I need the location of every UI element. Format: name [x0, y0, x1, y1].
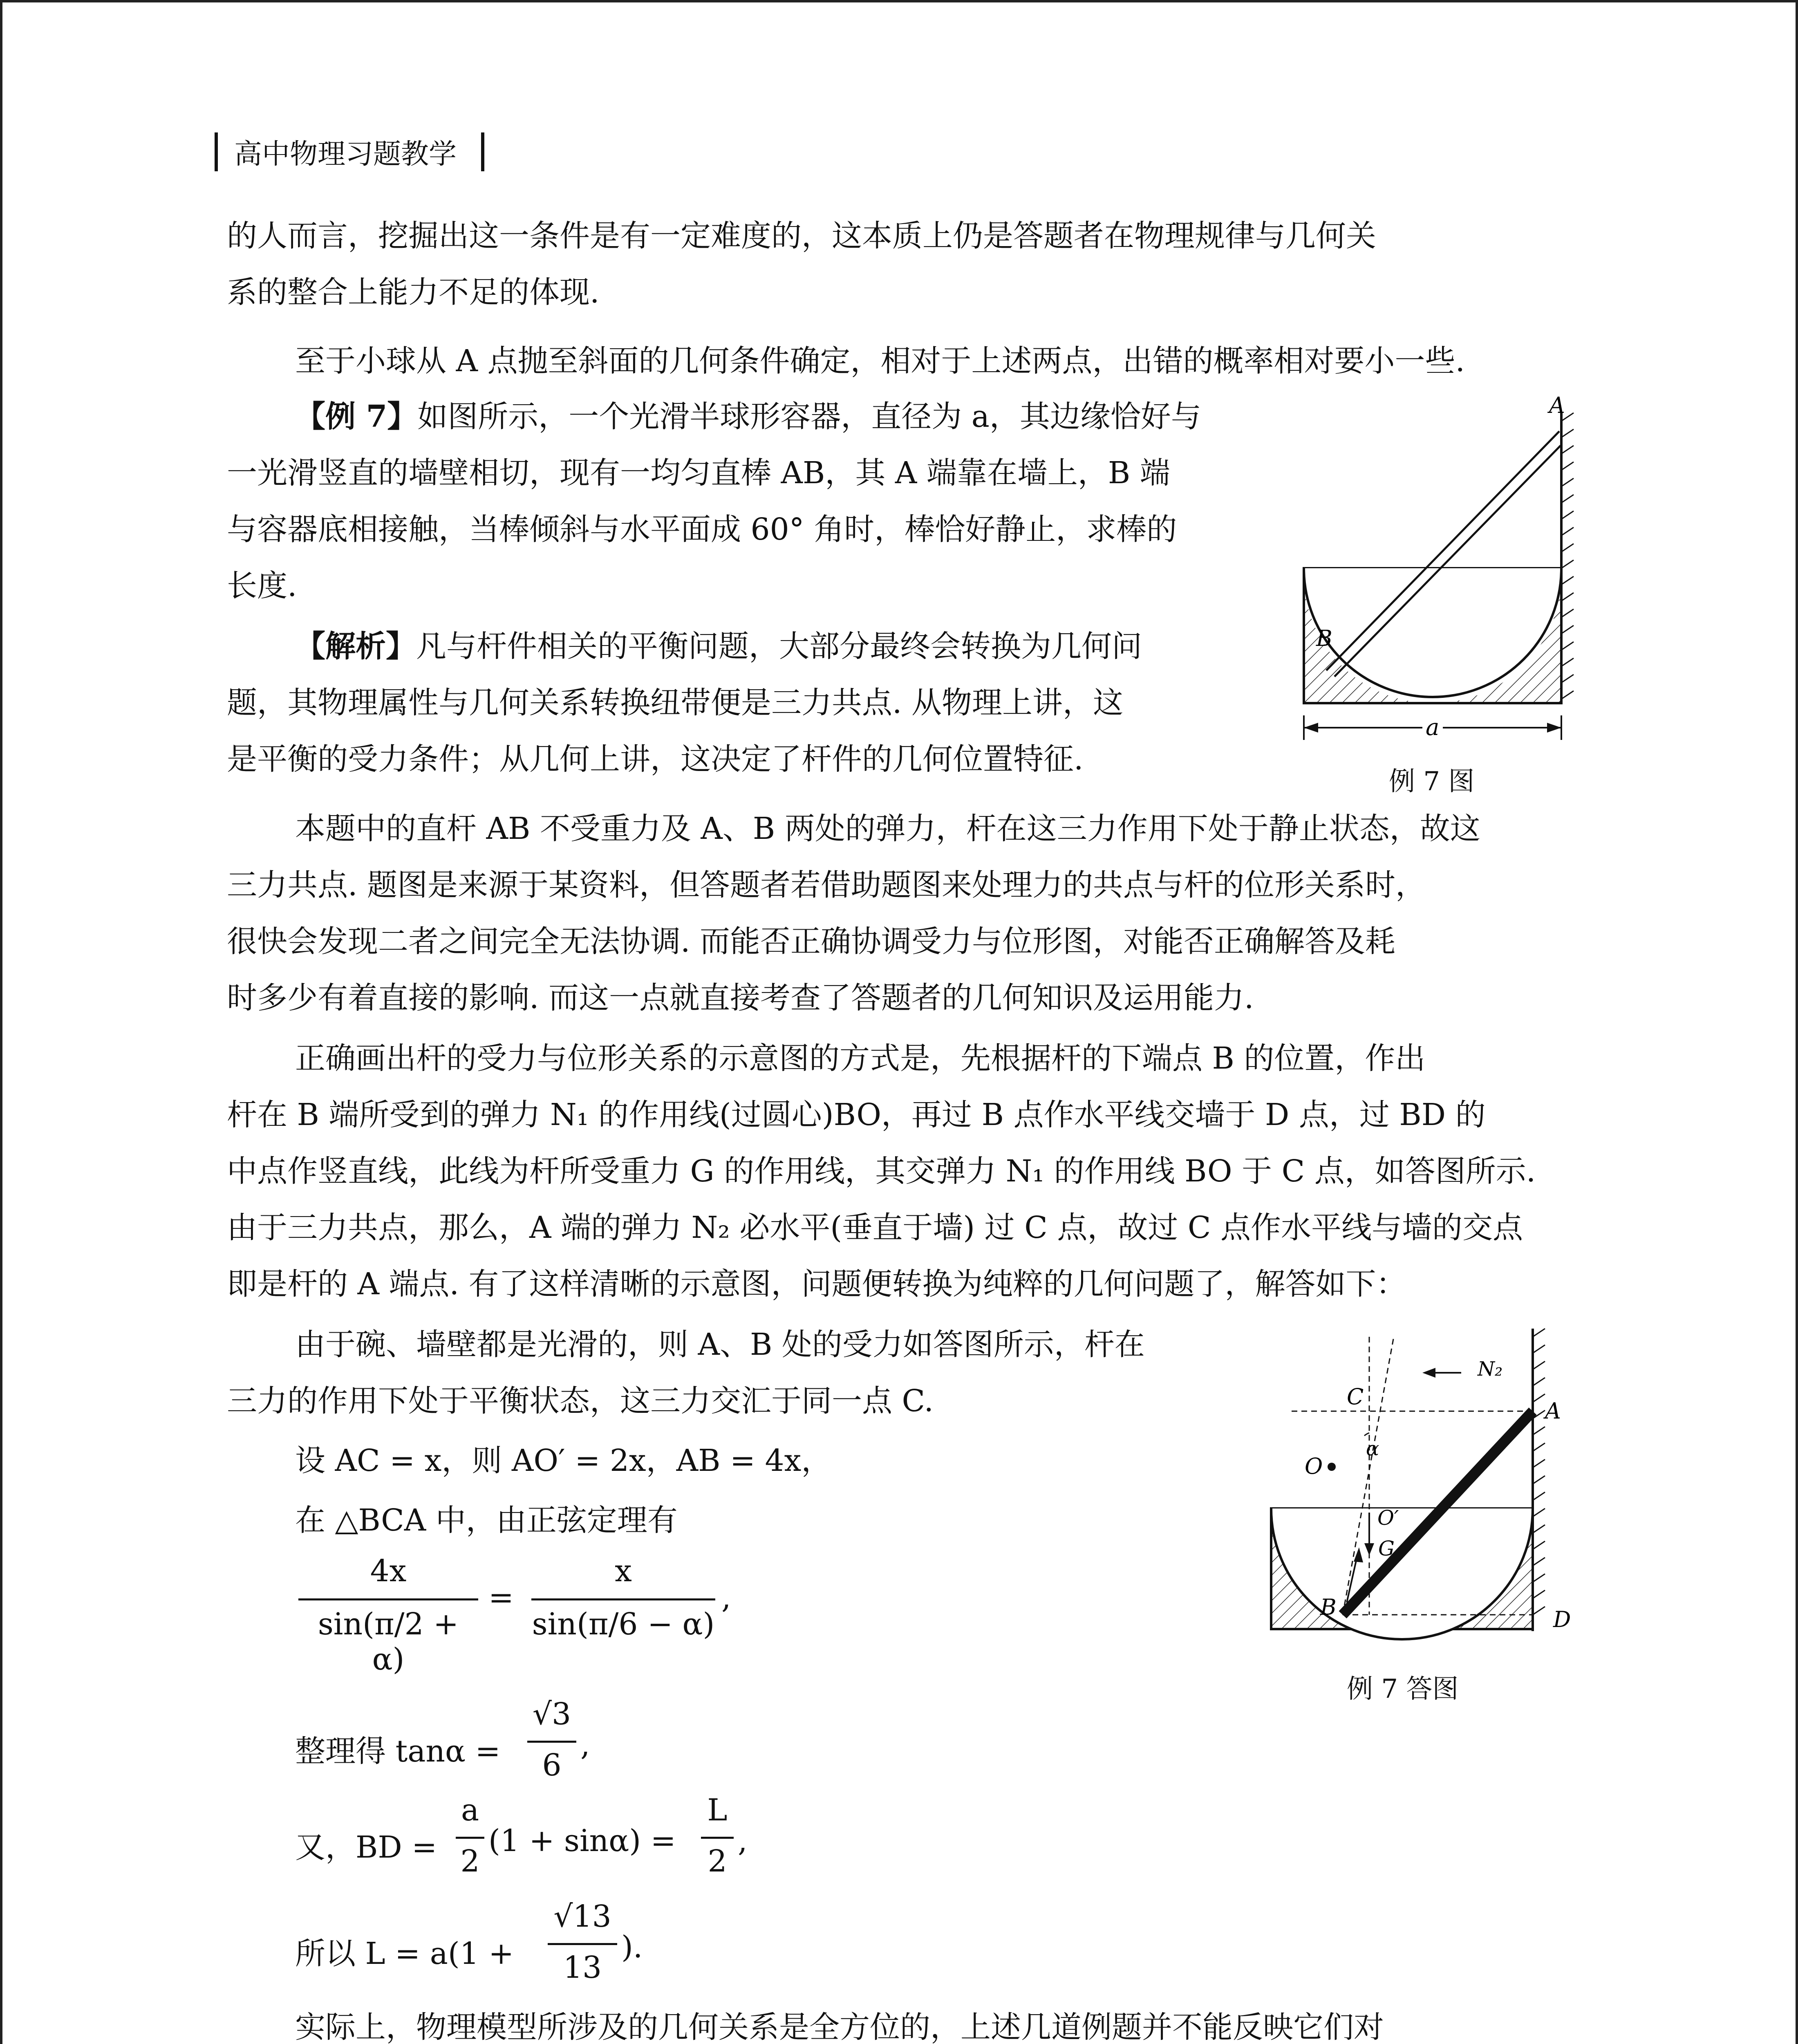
eq3-numerator-2: L: [707, 1793, 728, 1828]
body-c-line-4: 由于三力共点，那么，A 端的弹力 N₂ 必水平(垂直于墙) 过 C 点，故过 C 点作水平线与墙的交点: [227, 1210, 1523, 1245]
label-N2: N₂: [1478, 1358, 1503, 1381]
eq1-numerator-right: x: [615, 1553, 632, 1589]
label-D: D: [1553, 1607, 1571, 1632]
solution-text-1: 凡与杆件相关的平衡问题，大部分最终会转换为几何问: [416, 629, 1142, 664]
figure-2-caption: 例 7 答图: [1347, 1674, 1459, 1704]
figure-example-7: [1287, 388, 1606, 781]
eq4-tail: ).: [621, 1930, 643, 1965]
example-7-line-2: 一光滑竖直的墙壁相切，现有一均匀直棒 AB，其 A 端靠在墙上，B 端: [227, 455, 1170, 491]
label-A-2: A: [1545, 1398, 1561, 1424]
eq1-denominator-right: sin(π/6 − α): [532, 1607, 715, 1642]
wall-hatching-2: [1533, 1329, 1545, 1615]
body-b-line-2: 三力共点. 题图是来源于某资料，但答题者若借助题图来处理力的共点与杆的位形关系时，: [227, 867, 1426, 903]
body-c-line-1: 正确画出杆的受力与位形关系的示意图的方式是，先根据杆的下端点 B 的位置，作出: [295, 1041, 1426, 1076]
eq3-denominator-1: 2: [460, 1844, 480, 1879]
eq3-prefix: 又，BD =: [295, 1830, 437, 1865]
body-d-line-1: 由于碗、墙壁都是光滑的，则 A、B 处的受力如答图所示，杆在: [295, 1327, 1145, 1362]
label-C: C: [1347, 1384, 1364, 1410]
eq3-numerator-1: a: [461, 1793, 479, 1828]
eq3-tail: ,: [738, 1823, 748, 1858]
label-O-prime: O′: [1377, 1506, 1399, 1530]
solution-label: 【解析】: [295, 629, 416, 664]
figure-1-caption: 例 7 图: [1389, 766, 1475, 797]
header-bar-right: [481, 132, 484, 171]
eq2-fraction-bar: [527, 1741, 576, 1743]
running-header: [215, 133, 484, 170]
eq3-denominator-2: 2: [708, 1844, 727, 1879]
eq4-fraction-bar: [548, 1943, 617, 1945]
eq1-fraction-bar-left: [298, 1598, 478, 1600]
eq2-denominator: 6: [542, 1748, 562, 1783]
eq1-denominator-left: sin(π/2 + α): [318, 1607, 459, 1677]
header-bar-left: [215, 132, 218, 171]
eq1-numerator-left: 4x: [370, 1553, 407, 1589]
point-O: [1328, 1463, 1336, 1471]
example-7-text-1: 如图所示，一个光滑半球形容器，直径为 a，其边缘恰好与: [417, 399, 1201, 434]
body-b-line-1: 本题中的直杆 AB 不受重力及 A、B 两处的弹力，杆在这三力作用下处于静止状态，故这: [295, 811, 1480, 846]
solution-line-3: 是平衡的受力条件；从几何上讲，这决定了杆件的几何位置特征.: [227, 742, 1084, 777]
eq4-prefix: 所以 L = a(1 +: [295, 1936, 514, 1971]
dimension-arrow-right: [1547, 723, 1561, 733]
eq3-fraction-bar-1: [456, 1837, 484, 1839]
label-A: A: [1549, 392, 1565, 418]
eq4-numerator: √13: [553, 1899, 611, 1934]
body-c-line-3: 中点作竖直线，此线为杆所受重力 G 的作用线，其交弹力 N₁ 的作用线 BO 于 C 点，如答图所示.: [227, 1154, 1536, 1189]
eq2-numerator: √3: [532, 1697, 571, 1732]
label-a: a: [1426, 714, 1440, 741]
eq2-prefix: 整理得 tanα =: [295, 1734, 501, 1769]
eq2-tail: ,: [580, 1727, 590, 1762]
para-1-line-2: 系的整合上能力不足的体现.: [227, 275, 600, 310]
label-B: B: [1316, 625, 1332, 651]
body-d-line-4: 在 △BCA 中，由正弦定理有: [295, 1503, 678, 1538]
body-c-line-2: 杆在 B 端所受到的弹力 N₁ 的作用线(过圆心)BO，再过 B 点作水平线交墙于 D 点，过 BD 的: [227, 1097, 1486, 1132]
body-e-line-1: 实际上，物理模型所涉及的几何关系是全方位的，上述几道例题并不能反映它们对: [295, 2010, 1384, 2044]
para-1-line-1: 的人而言，挖掘出这一条件是有一定难度的，这本质上仍是答题者在物理规律与几何关: [227, 218, 1376, 253]
example-7-label: 【例 7】: [295, 399, 418, 434]
eq1-equals: =: [488, 1580, 514, 1615]
eq3-middle: (1 + sinα) =: [488, 1823, 676, 1858]
arrow-N2-head: [1422, 1368, 1435, 1378]
wall-hatching: [1561, 413, 1574, 699]
body-d-line-3: 设 AC = x，则 AO′ = 2x，AB = 4x，: [295, 1443, 832, 1478]
example-7-line-1: [295, 388, 1201, 445]
angle-alpha-arc: [1364, 1433, 1369, 1436]
eq1-fraction-bar-right: [531, 1598, 715, 1600]
solution-line-1: [295, 618, 1142, 675]
label-alpha: α: [1366, 1437, 1379, 1460]
eq3-fraction-bar-2: [701, 1837, 734, 1839]
body-d-line-2: 三力的作用下处于平衡状态，这三力交汇于同一点 C.: [227, 1383, 934, 1419]
body-b-line-4: 时多少有着直接的影响. 而这一点就直接考查了答题者的几何知识及运用能力.: [227, 980, 1254, 1015]
eq1-tail: ,: [721, 1580, 731, 1615]
label-O: O: [1305, 1453, 1323, 1479]
label-G: G: [1378, 1537, 1395, 1560]
example-7-line-3: 与容器底相接触，当棒倾斜与水平面成 60° 角时，棒恰好静止，求棒的: [227, 512, 1177, 547]
dimension-arrow-left: [1304, 723, 1318, 733]
solution-line-2: 题，其物理属性与几何关系转换纽带便是三力共点. 从物理上讲，这: [227, 685, 1124, 720]
body-c-line-5: 即是杆的 A 端点. 有了这样清晰的示意图，问题便转换为纯粹的几何问题了，解答如下：: [227, 1266, 1406, 1302]
label-B-2: B: [1320, 1594, 1337, 1620]
para-2: 至于小球从 A 点抛至斜面的几何条件确定，相对于上述两点，出错的概率相对要小一些.: [295, 343, 1465, 379]
body-b-line-3: 很快会发现二者之间完全无法协调. 而能否正确协调受力与位形图，对能否正确解答及耗: [227, 924, 1396, 959]
eq4-denominator: 13: [563, 1950, 602, 1985]
example-7-line-4: 长度.: [227, 568, 297, 603]
header-title: 高中物理习题教学: [234, 138, 457, 170]
figure-example-7-answer: [1259, 1320, 1619, 1656]
